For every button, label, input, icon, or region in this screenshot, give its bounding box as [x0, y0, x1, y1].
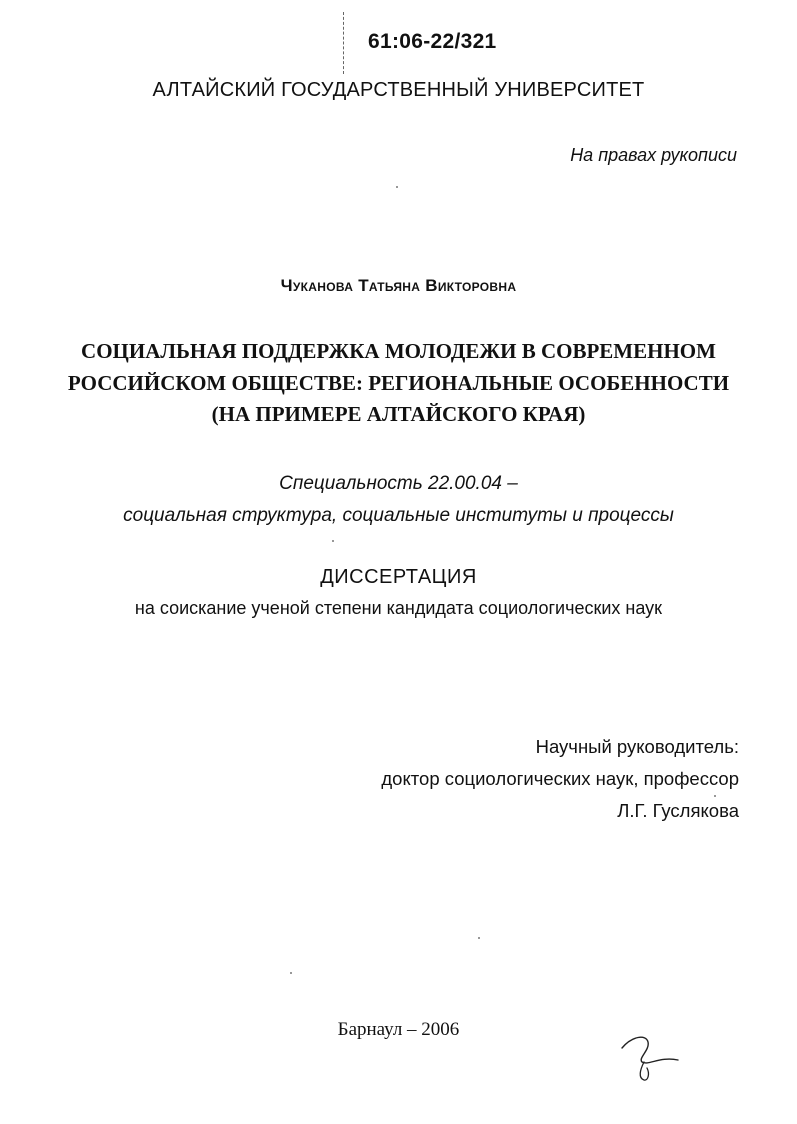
binding-mark [343, 12, 345, 74]
university-name: АЛТАЙСКИЙ ГОСУДАРСТВЕННЫЙ УНИВЕРСИТЕТ [152, 79, 645, 101]
catalog-number: 61:06-22/321 [368, 30, 497, 53]
scan-speck [332, 540, 334, 542]
specialty-line: Специальность 22.00.04 – [279, 473, 518, 494]
dissertation-title [0, 336, 797, 431]
supervisor-name: Л.Г. Гуслякова [617, 800, 739, 821]
author-name: Чуканова Татьяна Викторовна [280, 276, 517, 295]
degree-type: ДИССЕРТАЦИЯ [320, 566, 477, 588]
specialty-line: социальная структура, социальные институты и процессы [123, 505, 674, 526]
supervisor-block [381, 731, 739, 827]
title-line: РОССИЙСКОМ ОБЩЕСТВЕ: РЕГИОНАЛЬНЫЕ ОСОБЕННОСТИ [67, 370, 730, 395]
supervisor-label: Научный руководитель: [535, 736, 739, 757]
scan-speck [714, 795, 716, 797]
scan-speck [290, 972, 292, 974]
title-line: СОЦИАЛЬНАЯ ПОДДЕРЖКА МОЛОДЕЖИ В СОВРЕМЕННОМ [81, 339, 716, 363]
scan-speck [478, 937, 480, 939]
supervisor-degree: доктор социологических наук, профессор [381, 768, 739, 789]
title-line: (НА ПРИМЕРЕ АЛТАЙСКОГО КРАЯ) [211, 402, 586, 426]
scan-speck [396, 186, 398, 188]
handwritten-signature-icon [620, 1028, 684, 1084]
specialty [0, 468, 797, 532]
city-year: Барнаул – 2006 [337, 1019, 460, 1040]
manuscript-rights-note: На правах рукописи [570, 145, 737, 165]
degree-sought: на соискание ученой степени кандидата социологических наук [134, 598, 663, 618]
